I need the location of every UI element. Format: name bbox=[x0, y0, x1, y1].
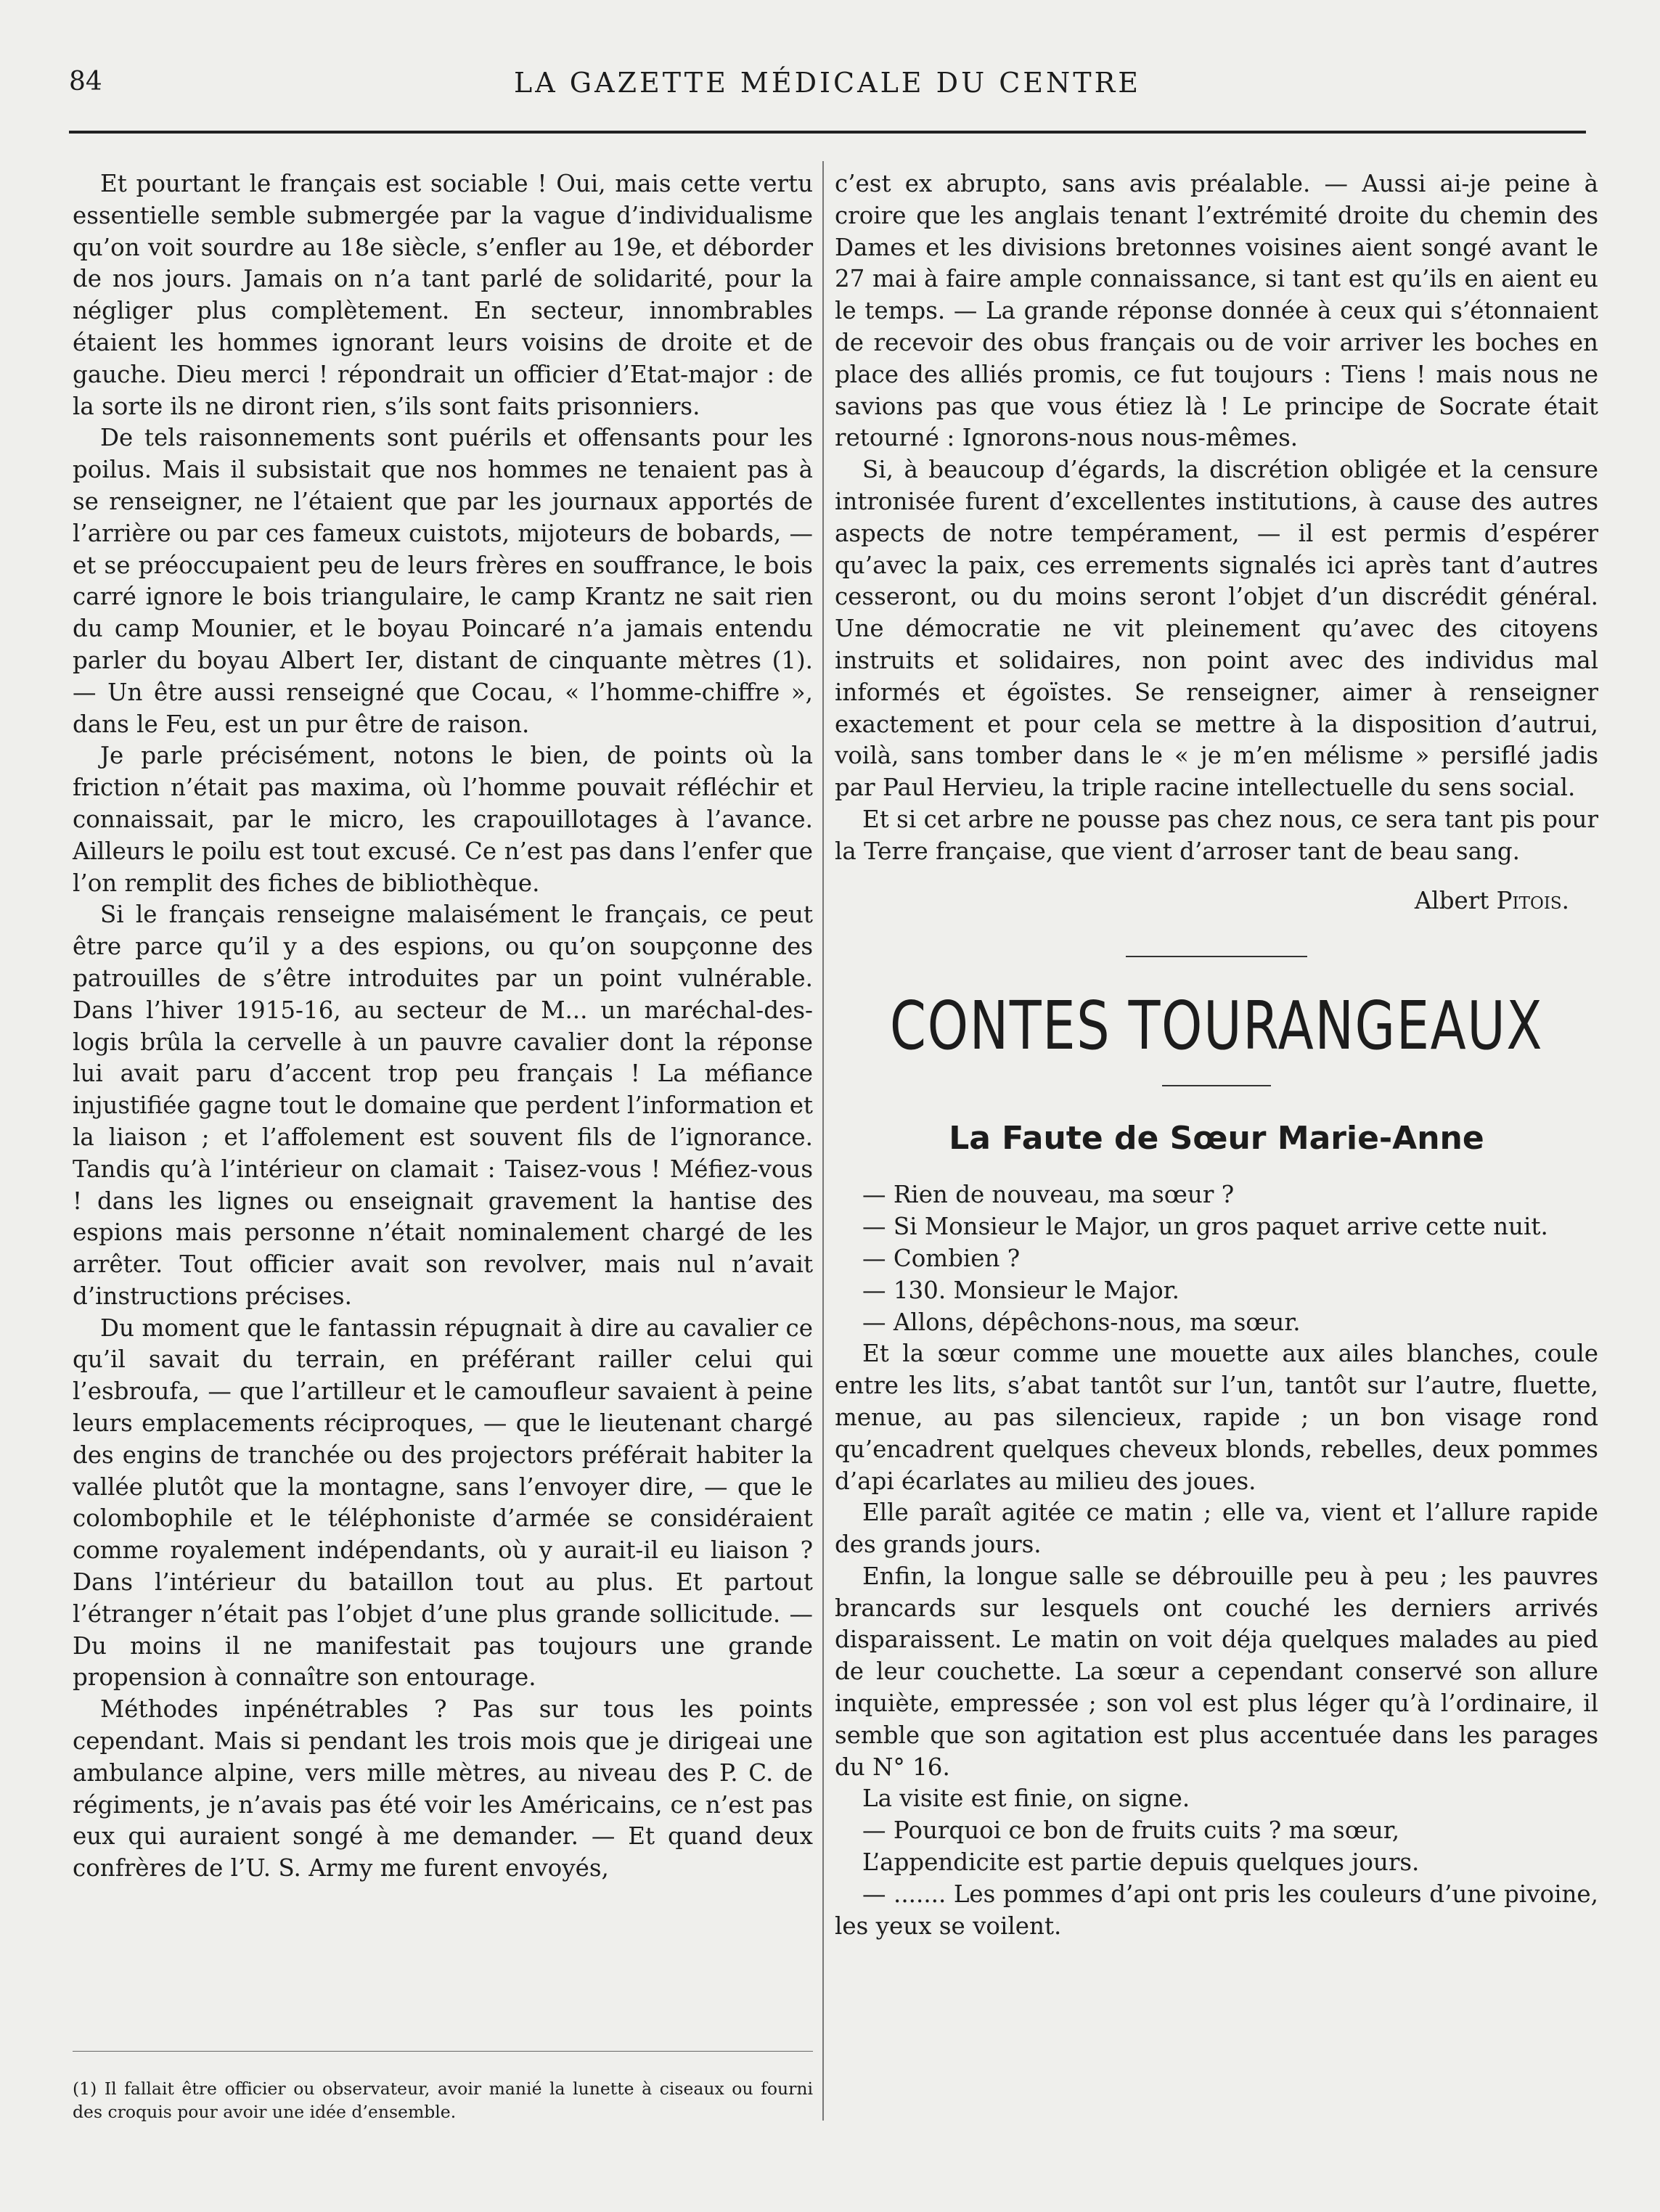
author-first-name: Albert bbox=[1414, 886, 1489, 914]
paragraph: Méthodes inpénétrables ? Pas sur tous les points cependant. Mais si pendant les trois mois que je dirigeai une ambulance alpine, vers mille mètres, au niveau des P. C. de régiments, je n’avais pas été voir les Américains, ce n’est pas eux qui auraient songé à me demander. — Et quand deux confrères de l’U. S. Army me furent envoyés, bbox=[73, 1695, 813, 1883]
paragraph: De tels raisonnements sont puérils et offensants pour les poilus. Mais il subsistait que nos hommes ne tenaient pas à se renseigner, ne l’étaient que par les journaux apportés de l’arrière ou par ces fameux cuistots, mijoteurs de bobards, — et se préoccupaient peu de leurs frères en souffrance, le bois carré ignore le bois triangulaire, le camp Krantz ne sait rien du camp Mounier, et le boyau Poincaré n’a jamais entendu parler du boyau Albert Ier, distant de cinquante mètres (1). — Un être aussi renseigné que Cocau, « l’homme-chiffre », dans le Feu, est un pur être de raison. bbox=[73, 424, 813, 738]
journal-title: LA GAZETTE MÉDICALE DU CENTRE bbox=[514, 67, 1141, 99]
footnote-rule bbox=[73, 2051, 813, 2052]
title-separator bbox=[1162, 1085, 1271, 1086]
story-paragraph: La visite est finie, on signe. bbox=[862, 1785, 1190, 1813]
author-last-name: Pitois. bbox=[1496, 886, 1569, 914]
footnote: (1) Il fallait être officier ou observateur, avoir manié la lunette à ciseaux ou fourni des croquis pour avoir une idée d’ensemble. bbox=[73, 2078, 813, 2122]
header-rule bbox=[69, 131, 1586, 134]
story-paragraph: — Allons, dépêchons-nous, ma sœur. bbox=[862, 1308, 1301, 1336]
paragraph: Et si cet arbre ne pousse pas chez nous, ce sera tant pis pour la Terre française, que vient d’arroser tant de beau sang. bbox=[835, 805, 1598, 865]
story-paragraph: — Combien ? bbox=[862, 1244, 1021, 1272]
column-divider bbox=[822, 161, 824, 2121]
story-paragraph: — Pourquoi ce bon de fruits cuits ? ma sœur, bbox=[862, 1816, 1400, 1845]
paragraph: Et pourtant le français est sociable ! Oui, mais cette vertu essentielle semble submergée par la vague d’individualisme qu’on voit sourdre au 18e siècle, s’enfler au 19e, et déborder de nos jours. Jamais on n’a tant parlé de solidarité, pour la négliger plus complètement. En secteur, innombrables étaient les hommes ignorant leurs voisins de droite et de gauche. Dieu merci ! répondrait un officier d’Etat-major : de la sorte ils ne diront rien, s’ils sont faits prisonniers. bbox=[73, 170, 813, 420]
right-column bbox=[835, 168, 1598, 1942]
paragraph: Je parle précisément, notons le bien, de points où la friction n’était pas maxima, où l’homme pouvait réfléchir et connaissait, par le micro, les crapouillotages à l’avance. Ailleurs le poilu est tout excusé. Ce n’est pas dans l’enfer que l’on remplit des fiches de bibliothèque. bbox=[73, 742, 813, 897]
paragraph: Si, à beaucoup d’égards, la discrétion obligée et la censure intronisée furent d’excellentes institutions, à cause des autres aspects de notre tempérament, — il est permis d’espérer qu’avec la paix, ces errements signalés ici après tant d’autres cesseront, ou du moins seront l’objet d’un discrédit général. Une démocratie ne vit pleinement qu’avec des citoyens instruits et solidaires, non point avec des individus mal informés et égoïstes. Se renseigner, aimer à renseigner exactement et pour cela se mettre à la disposition d’autrui, voilà, sans tomber dans le « je m’en mélisme » persiflé jadis par Paul Hervieu, la triple racine intellectuelle du sens social. bbox=[835, 456, 1598, 802]
paragraph: Si le français renseigne malaisément le français, ce peut être parce qu’il y a des espions, ou qu’on soupçonne des patrouilles de s’être introduites par un point vulnérable. Dans l’hiver 1915-16, au secteur de M... un maréchal-des-logis brûla la cervelle à un pauvre cavalier dont la réponse lui avait paru d’accent trop peu français ! La méfiance injustifiée gagne tout le domaine que perdent l’information et la liaison ; et l’affolement est souvent fils de l’ignorance. Tandis qu’à l’intérieur on clamait : Taisez-vous ! Méfiez-vous ! dans les lignes ou enseignait gravement la hantise des espions mais personne n’était nominalement chargé de les arrêter. Tout officier avait son revolver, mais nul n’avait d’instructions précises. bbox=[73, 901, 813, 1310]
story-paragraph: Et la sœur comme une mouette aux ailes blanches, coule entre les lits, s’abat tantôt sur l’un, tantôt sur l’autre, fluette, menue, au pas silencieux, rapide ; un bon visage rond qu’encadrent quelques cheveux blonds, rebelles, deux pommes d’api écarlates au milieu des joues. bbox=[835, 1340, 1598, 1495]
page-number: 84 bbox=[69, 67, 102, 97]
section-separator bbox=[1126, 956, 1307, 957]
story-paragraph: Elle paraît agitée ce matin ; elle va, vient et l’allure rapide des grands jours. bbox=[835, 1499, 1598, 1559]
paragraph: c’est ex abrupto, sans avis préalable. — Aussi ai-je peine à croire que les anglais tenant l’extrémité droite du chemin des Dames et les divisions bretonnes voisines aient songé avant le 27 mai à faire ample connaissance, si tant est qu’ils en aient eu le temps. — La grande réponse donnée à ceux qui s’étonnaient de recevoir des obus français ou de voir arriver les boches en place des alliés promis, ce fut toujours : Tiens ! mais nous ne savions pas que vous étiez là ! Le principe de Socrate était retourné : Ignorons-nous nous-mêmes. bbox=[835, 170, 1598, 452]
section-title: CONTES TOURANGEAUX bbox=[889, 987, 1544, 1065]
story-paragraph: — 130. Monsieur le Major. bbox=[862, 1276, 1179, 1304]
paragraph: Du moment que le fantassin répugnait à dire au cavalier ce qu’il savait du terrain, en préférant railler celui qui l’esbroufa, — que l’artilleur et le camoufleur savaient à peine leurs emplacements réciproques, — que le lieutenant chargé des engins de tranchée ou des projectors préférait habiter la vallée plutôt que la montagne, sans l’envoyer dire, — que le colombophile et le téléphoniste d’armée se considéraient comme royalement indépendants, où y aurait-il eu liaison ? Dans l’intérieur du bataillon tout au plus. Et partout l’étranger n’était pas l’objet d’une plus grande sollicitude. — Du moins il ne manifestait pas toujours une grande propension à connaître son entourage. bbox=[73, 1314, 813, 1692]
author-signature bbox=[835, 885, 1598, 917]
story-paragraph: — Si Monsieur le Major, un gros paquet arrive cette nuit. bbox=[862, 1213, 1548, 1241]
story-paragraph: Enfin, la longue salle se débrouille peu à peu ; les pauvres brancards sur lesquels ont couché les derniers arrivés disparaissent. Le matin on voit déja quelques malades au pied de leur couchette. La sœur a cependant conservé son allure inquiète, empressée ; son vol est plus léger qu’à l’ordinaire, il semble que son agitation est plus accentuée dans les parages du N° 16. bbox=[835, 1562, 1598, 1781]
story-paragraph: — Rien de nouveau, ma sœur ? bbox=[862, 1181, 1235, 1209]
story-title: La Faute de Sœur Marie-Anne bbox=[949, 1120, 1484, 1158]
left-column bbox=[73, 168, 813, 1885]
story-paragraph: L’appendicite est partie depuis quelques jours. bbox=[862, 1848, 1420, 1877]
story-paragraph: — ....... Les pommes d’api ont pris les couleurs d’une pivoine, les yeux se voilent. bbox=[835, 1880, 1598, 1940]
page-header bbox=[69, 67, 1586, 99]
